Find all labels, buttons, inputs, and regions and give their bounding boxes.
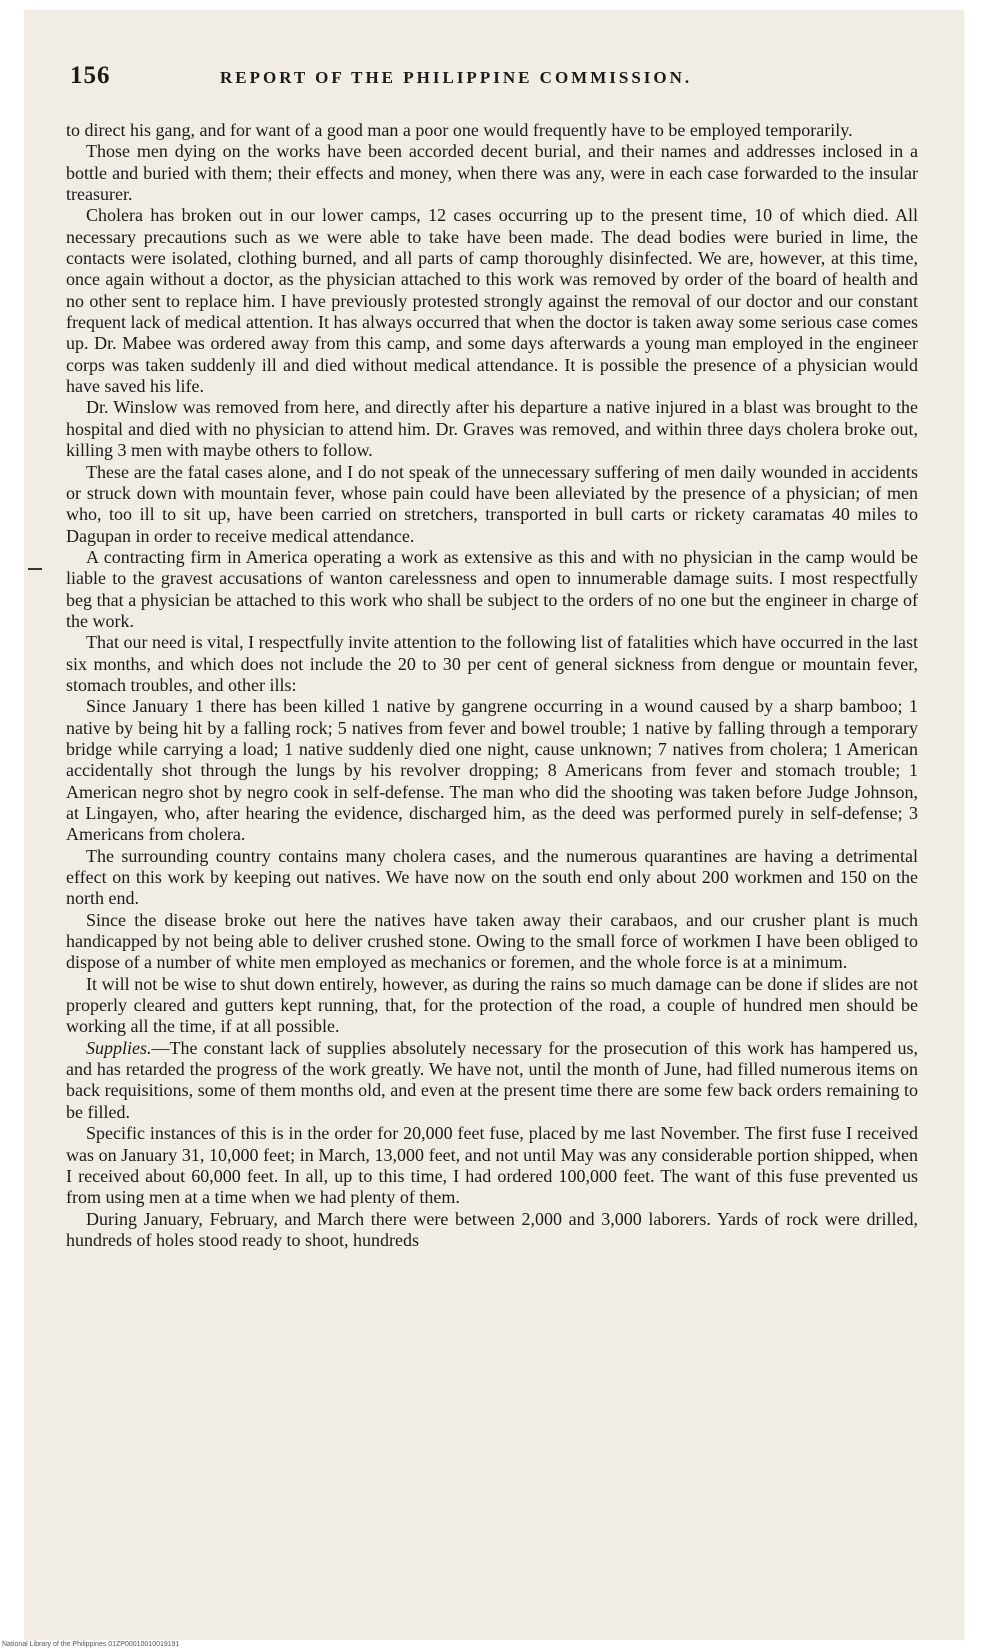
- body-text: [66, 120, 918, 1251]
- paragraph-9: The surrounding country contains many cholera cases, and the numerous quarantines are having a detrimental effect on this work by keeping out natives. We have now on the south end only about 200 workmen and 150 on the north end.: [66, 845, 918, 909]
- paragraph-6: A contracting firm in America operating a work as extensive as this and with no physician in the camp would be liable to the gravest accusations of wanton carelessness and open to innumerable damage suits. I most respectfully beg that a physician be attached to this work who shall be subject to the orders of no one but the engineer in charge of the work.: [66, 546, 918, 631]
- paragraph-5: These are the fatal cases alone, and I do not speak of the unnecessary suffering of men daily wounded in accidents or struck down with mountain fever, whose pain could have been alleviated by the presence of a physician; of men who, too ill to sit up, have been carried on stretchers, transported in bull carts or rickety caramatas 40 miles to Dagupan in order to receive medical attendance.: [66, 461, 918, 546]
- paragraph-11: It will not be wise to shut down entirely, however, as during the rains so much damage can be done if slides are not properly cleared and gutters kept running, that, for the protection of the road, a couple of hundred men should be working all the time, if at all possible.: [66, 973, 918, 1037]
- paragraph-10: Since the disease broke out here the natives have taken away their carabaos, and our crusher plant is much handicapped by not being able to deliver crushed stone. Owing to the small force of workmen I have been obliged to dispose of a number of white men employed as mechanics or foremen, and the whole force is at a minimum.: [66, 909, 918, 973]
- page-number: 156: [70, 62, 111, 89]
- paragraph-1: to direct his gang, and for want of a good man a poor one would frequently have to be employed temporarily.: [66, 120, 853, 140]
- margin-mark: [28, 568, 42, 570]
- supplies-paragraph: [66, 1038, 918, 1123]
- page-header: [70, 62, 910, 96]
- paragraph-8: Since January 1 there has been killed 1 native by gangrene occurring in a wound caused by a sharp bamboo; 1 native by being hit by a falling rock; 5 natives from fever and bowel trouble; 1 native by falling through a temporary bridge while carrying a load; 1 native suddenly died one night, cause unknown; 7 natives from cholera; 1 American accidentally shot through the lungs by his revolver dropping; 8 Americans from fever and stomach trouble; 1 American negro shot by negro cook in self-defense. The man who did the shooting was taken before Judge Johnson, at Lingayen, who, after hearing the evidence, discharged him, as the deed was performed purely in self-defense; 3 Americans from cholera.: [66, 696, 918, 845]
- document-page: [24, 10, 964, 1640]
- paragraph-3: Cholera has broken out in our lower camps, 12 cases occurring up to the present time, 10 of which died. All necessary precautions such as we were able to take have been made. The dead bodies were buried in lime, the contacts were isolated, clothing burned, and all parts of camp thoroughly disinfected. We are, however, at this time, once again without a doctor, as the physician attached to this work was removed by order of the board of health and no other sent to replace him. I have previously protested strongly against the removal of our doctor and our constant frequent lack of medical attention. It has always occurred that when the doctor is taken away some serious case comes up. Dr. Mabee was ordered away from this camp, and some days afterwards a young man employed in the engineer corps was taken suddenly ill and died without medical attendance. It is possible the presence of a physician would have saved his life.: [66, 205, 918, 397]
- supplies-text: —The constant lack of supplies absolutely necessary for the prosecution of this work has hampered us, and has retarded the progress of the work greatly. We have not, until the month of June, had filled numerous items on back requisitions, some of them months old, and even at the present time there are some few back orders remaining to be filled.: [66, 1037, 918, 1122]
- supplies-heading: Supplies.: [86, 1037, 152, 1058]
- paragraph-7: That our need is vital, I respectfully invite attention to the following list of fatalities which have occurred in the last six months, and which does not include the 20 to 30 per cent of general sickness from dengue or mountain fever, stomach troubles, and other ills:: [66, 632, 918, 695]
- paragraph-14: During January, February, and March there were between 2,000 and 3,000 laborers. Yards of rock were drilled, hundreds of holes stood ready to shoot, hundreds: [66, 1208, 918, 1250]
- scan-footer-label: National Library of the Philippines 01ZP00010010019191: [2, 1641, 180, 1648]
- running-head: REPORT OF THE PHILIPPINE COMMISSION.: [220, 68, 693, 87]
- paragraph-13: Specific instances of this is in the order for 20,000 feet fuse, placed by me last November. The first fuse I received was on January 31, 10,000 feet; in March, 13,000 feet, and not until May was any considerable portion shipped, when I received about 60,000 feet. In all, up to this time, I had ordered 100,000 feet. The want of this fuse prevented us from using men at a time when we had plenty of them.: [66, 1123, 918, 1208]
- paragraph-2: Those men dying on the works have been accorded decent burial, and their names and addresses inclosed in a bottle and buried with them; their effects and money, when there was any, were in each case forwarded to the insular treasurer.: [66, 141, 918, 205]
- paragraph-4: Dr. Winslow was removed from here, and directly after his departure a native injured in a blast was brought to the hospital and died with no physician to attend him. Dr. Graves was removed, and within three days cholera broke out, killing 3 men with maybe others to follow.: [66, 397, 918, 461]
